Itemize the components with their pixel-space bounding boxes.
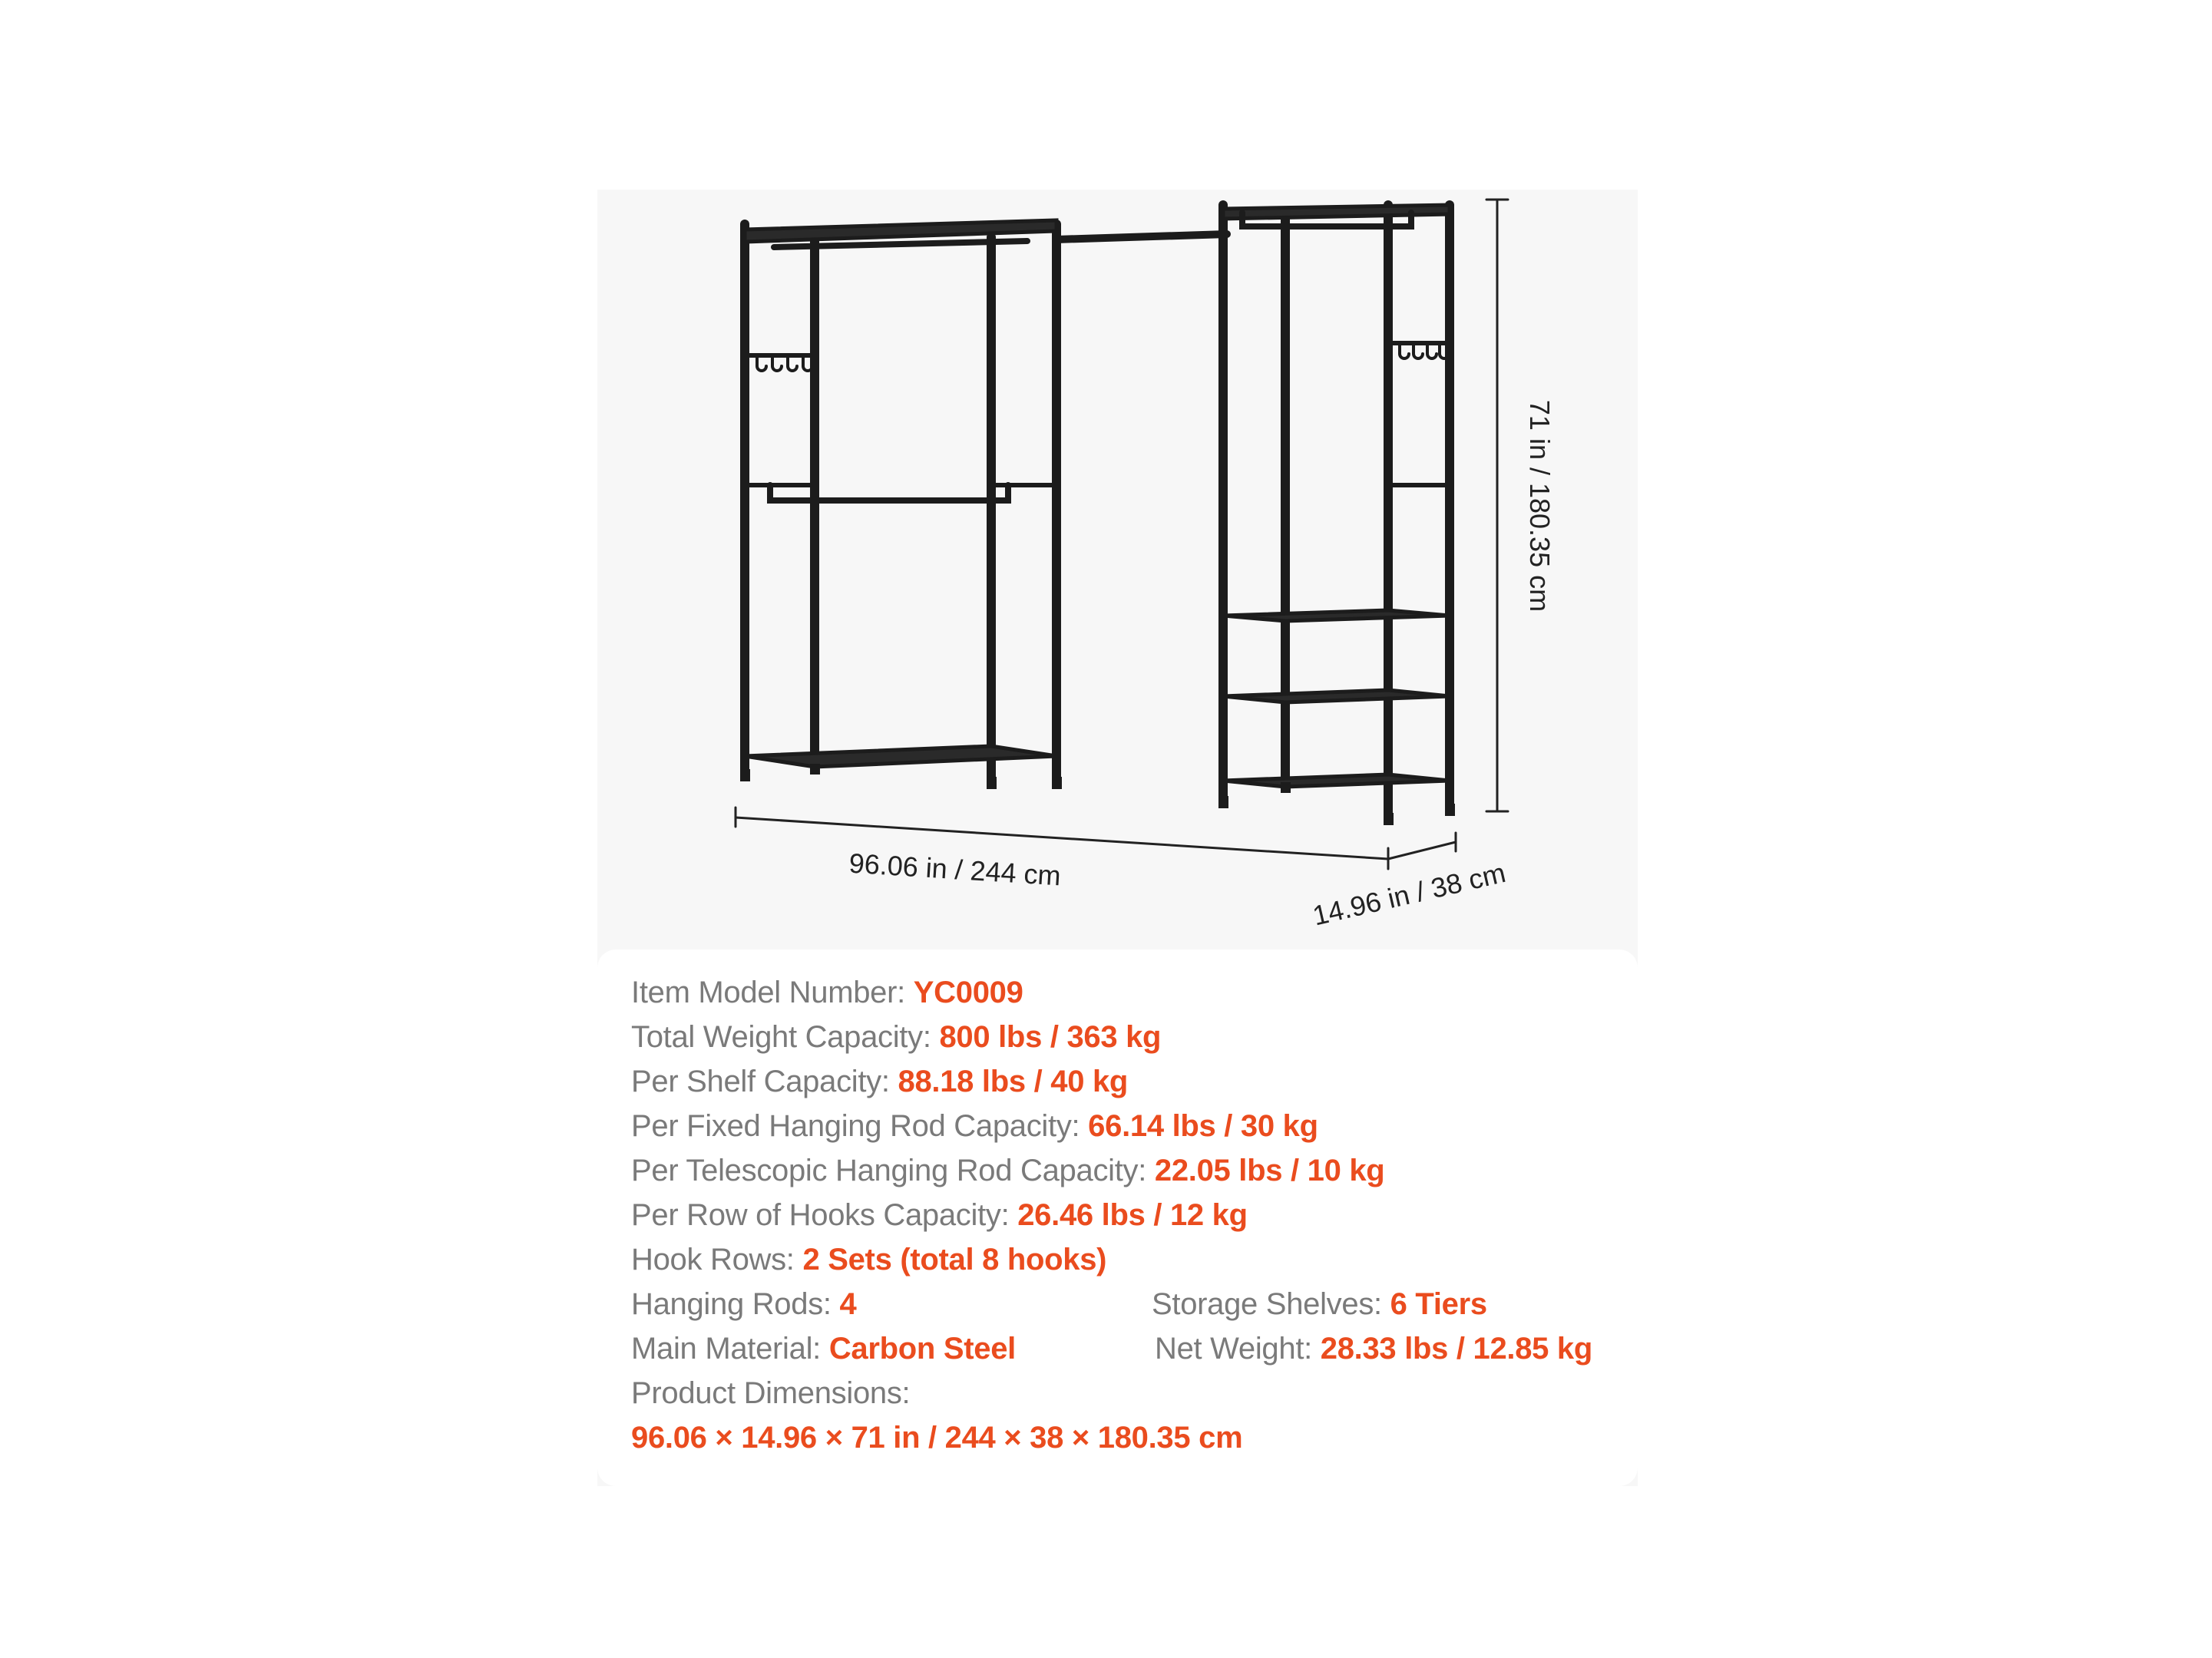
spec-hanging-rods: Hanging Rods: 4	[631, 1287, 857, 1321]
wardrobe-rack-illustration	[597, 190, 1638, 957]
specifications-panel	[597, 950, 1638, 1486]
spec-net-weight: Net Weight: 28.33 lbs / 12.85 kg	[1155, 1332, 1593, 1366]
spec-fixed-rod: Per Fixed Hanging Rod Capacity: 66.14 lbs / 30 kg	[631, 1109, 1318, 1143]
height-dimension-label: 71 in / 180.35 cm	[1524, 399, 1556, 613]
spec-total-weight: Total Weight Capacity: 800 lbs / 363 kg	[631, 1020, 1162, 1054]
spec-hook-rows: Hook Rows: 2 Sets (total 8 hooks)	[631, 1243, 1107, 1277]
spec-telescopic-rod: Per Telescopic Hanging Rod Capacity: 22.05 lbs / 10 kg	[631, 1154, 1385, 1187]
spec-model: Item Model Number: YC0009	[631, 976, 1023, 1009]
spec-per-shelf: Per Shelf Capacity: 88.18 lbs / 40 kg	[631, 1065, 1129, 1098]
spec-storage-shelves: Storage Shelves: 6 Tiers	[1152, 1287, 1487, 1321]
depth-dimension-label: 14.96 in / 38 cm	[1309, 857, 1509, 932]
spec-product-dimensions-label: Product Dimensions:	[631, 1376, 911, 1410]
spec-hooks-row: Per Row of Hooks Capacity: 26.46 lbs / 12 kg	[631, 1198, 1248, 1232]
spec-product-dimensions-value: 96.06 × 14.96 × 71 in / 244 × 38 × 180.35 cm	[631, 1421, 1243, 1455]
width-dimension-label: 96.06 in / 244 cm	[848, 847, 1062, 892]
spec-material: Main Material: Carbon Steel	[631, 1332, 1016, 1366]
